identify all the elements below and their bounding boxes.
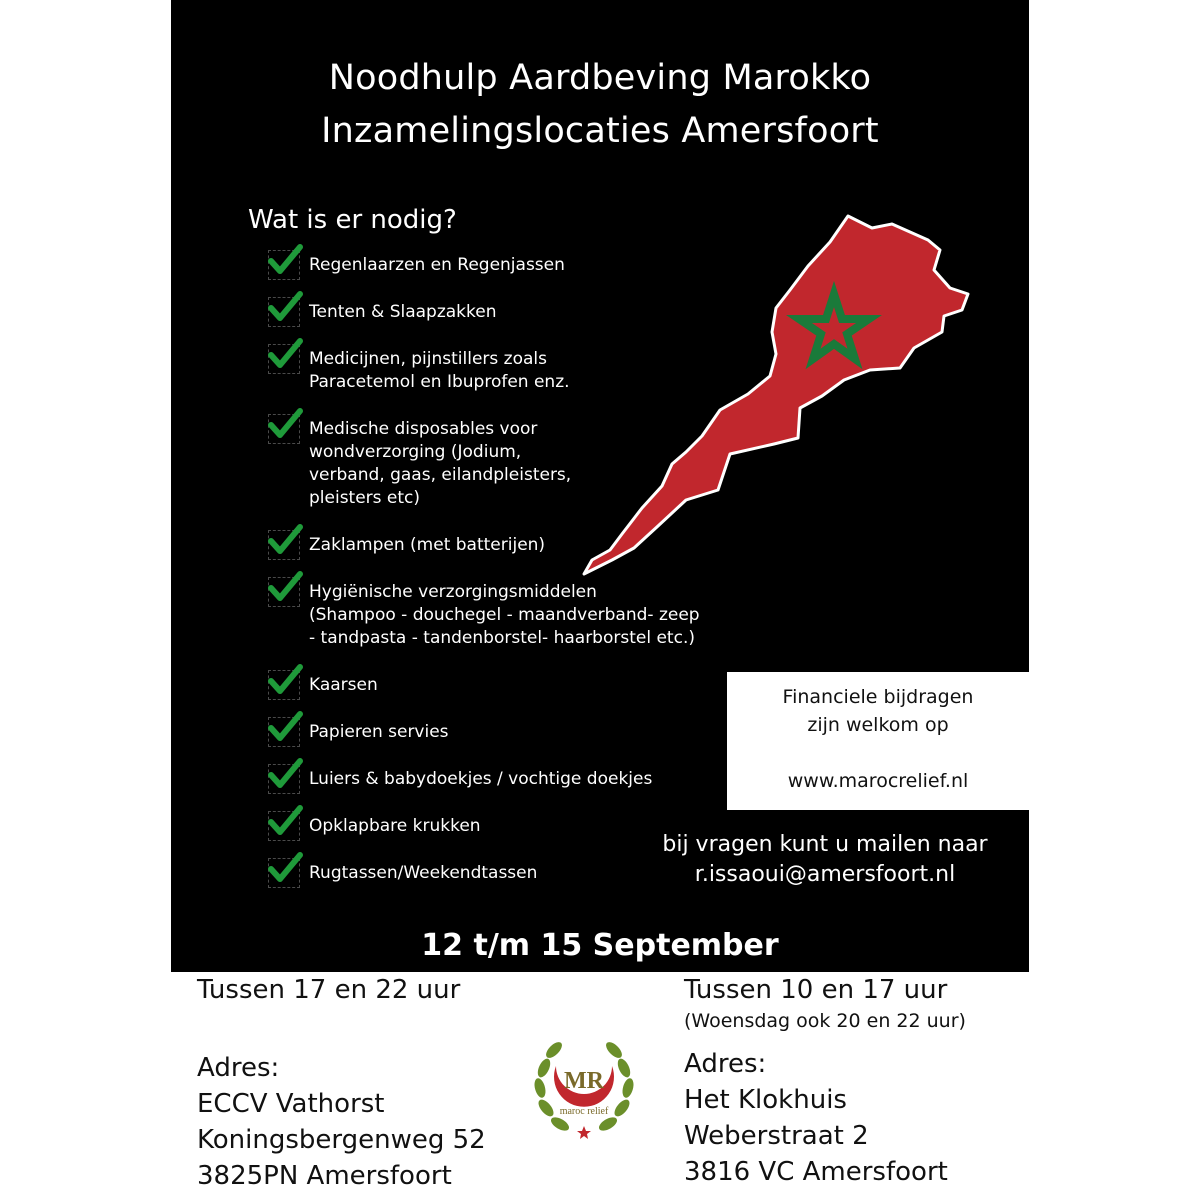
checkmark-icon (268, 811, 300, 841)
contact-email-link[interactable]: r.issaoui@amersfoort.nl (694, 862, 956, 887)
location-city: 3825PN Amersfoort (197, 1161, 452, 1191)
checkmark-icon (268, 577, 300, 607)
location-street: Koningsbergenweg 52 (197, 1125, 486, 1155)
list-item-text: Papieren servies (309, 722, 449, 742)
location-street: Weberstraat 2 (684, 1121, 869, 1151)
needs-heading: Wat is er nodig? (248, 205, 457, 235)
financial-box (727, 672, 1029, 810)
list-item-text: Luiers & babydoekjes / vochtige doekjes (309, 769, 653, 789)
location-name: ECCV Vathorst (197, 1089, 385, 1119)
checkmark-icon (268, 670, 300, 700)
location-name: Het Klokhuis (684, 1085, 847, 1115)
list-item-text: Medicijnen, pijnstillers zoals Paracetemol en Ibuprofen enz. (309, 349, 570, 392)
location-city: 3816 VC Amersfoort (684, 1157, 948, 1187)
location-hours-note: (Woensdag ook 20 en 22 uur) (684, 1010, 966, 1032)
checkmark-icon (268, 297, 300, 327)
checkmark-icon (268, 250, 300, 280)
checkmark-icon (268, 414, 300, 444)
financial-line-2: zijn welkom op (807, 714, 949, 736)
checkmark-icon (268, 764, 300, 794)
location-hours: Tussen 10 en 17 uur (684, 975, 948, 1005)
logo-initials: MR (564, 1068, 604, 1094)
location-right (684, 972, 966, 1190)
location-hours: Tussen 17 en 22 uur (197, 975, 461, 1005)
checkmark-icon (268, 344, 300, 374)
poster-title (171, 52, 1029, 158)
location-left (197, 972, 486, 1194)
checkmark-icon (268, 858, 300, 888)
list-item-text: Tenten & Slaapzakken (309, 302, 497, 322)
financial-line-1: Financiele bijdragen (782, 686, 974, 708)
address-label: Adres: (197, 1053, 280, 1083)
list-item-text: Zaklampen (met batterijen) (309, 535, 546, 555)
contact-line: bij vragen kunt u mailen naar (662, 832, 988, 857)
list-item-text: Kaarsen (309, 675, 378, 695)
list-item-text: Opklapbare krukken (309, 816, 481, 836)
maroc-relief-logo (526, 1026, 642, 1146)
checkmark-icon (268, 717, 300, 747)
morocco-map (576, 208, 976, 592)
title-line-2: Inzamelingslocaties Amersfoort (321, 111, 879, 151)
address-label: Adres: (684, 1049, 767, 1079)
title-line-1: Noodhulp Aardbeving Marokko (328, 58, 872, 98)
star-icon (577, 1126, 591, 1139)
checkmark-icon (268, 530, 300, 560)
list-item-text: Regenlaarzen en Regenjassen (309, 255, 565, 275)
list-item-text: Medische disposables voor wondverzorging (Jodium, verband, gaas, eilandpleisters, pleisters etc) (309, 419, 572, 508)
event-dates: 12 t/m 15 September (421, 928, 779, 963)
donation-link[interactable]: www.marocrelief.nl (787, 770, 969, 792)
contact-info (640, 830, 1010, 890)
list-item-text: Rugtassen/Weekendtassen (309, 863, 538, 883)
list-item-text: Hygiënische verzorgingsmiddelen (Shampoo - douchegel - maandverband- zeep - tandpasta - tandenborstel- haarborstel etc.) (309, 582, 700, 648)
logo-text: maroc relief (559, 1106, 609, 1117)
